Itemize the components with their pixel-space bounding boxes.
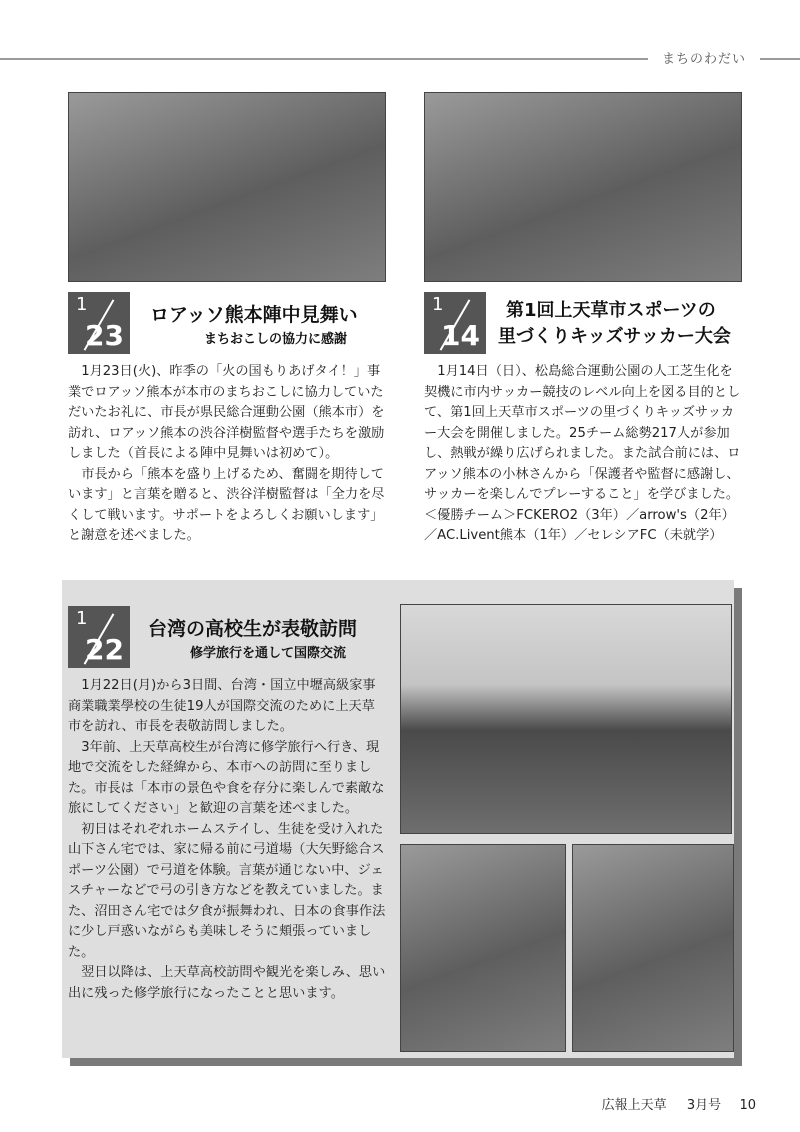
publication-name: 広報上天草 <box>601 1098 667 1113</box>
paragraph: 初日はそれぞれホームステイし、生徒を受け入れた山下さん宅では、家に帰る前に弓道場（大矢野総合スポーツ公園）で弓道を体験。言葉が通じない中、ジェスチャーなどで弓の引き方などを教えていました。また、沼田さん宅では夕食が振舞われ、日本の食事作法に少し戸惑いながらも美味しそうに頬張っていました。 <box>68 821 386 960</box>
section-label: まちのわだい <box>648 48 760 67</box>
paragraph: 1月23日(火)、昨季の「火の国もりあげタイ！」事業でロアッソ熊本が本市のまちおこしに協力していただいたお礼に、市長が県民総合運動公園（熊本市）を訪れ、ロアッソ熊本の渋谷洋樹監督や選手たちを激励しました（首長による陣中見舞いは初めて）。 <box>68 364 385 461</box>
article-body <box>424 362 742 547</box>
article-title: 台湾の高校生が表敬訪問 <box>148 618 358 640</box>
winners-line: ／AC.Livent熊本（1年）／セレシアFC（未就学） <box>424 528 723 543</box>
paragraph: 1月22日(月)から3日間、台湾・国立中壢高級家事商業職業學校の生徒19人が国際交流のために上天草市を訪れ、市長を表敬訪問しました。 <box>68 678 376 734</box>
footer <box>602 1094 756 1113</box>
date-day: 22 <box>85 633 124 666</box>
winners-line: ＜優勝チーム＞FCKERO2（3年）／arrow's（2年） <box>424 507 735 523</box>
paragraph: 1月14日（日）、松島総合運動公園の人工芝生化を契機に市内サッカー競技のレベル向上を図る目的として、第1回上天草市スポーツの里づくりキッズサッカー大会を開催しました。25チーム総勢217人が参加し、熱戦が繰り広げられました。また試合前には、ロアッソ熊本の小林さんから「保護者や監督に感謝し、サッカーを楽しんでプレーすること」を学びました。 <box>424 364 741 502</box>
article-title: ロアッソ熊本陣中見舞い <box>150 304 358 326</box>
date-badge-jan-14 <box>424 292 486 354</box>
photo-archery <box>400 844 566 1052</box>
article-title-line-1: 第1回上天草市スポーツの <box>506 300 716 321</box>
date-month: 1 <box>76 608 88 629</box>
date-badge-jan-22 <box>68 606 130 668</box>
article-title-line-2: 里づくりキッズサッカー大会 <box>498 326 731 347</box>
paragraph: 3年前、上天草高校生が台湾に修学旅行へ行き、現地で交流をした経緯から、本市への訪問に至りました。市長は「本市の景色や食を存分に楽しんで素敵な旅にしてください」と歓迎の言葉を述べました。 <box>68 739 385 816</box>
date-month: 1 <box>432 294 444 315</box>
date-badge-jan-23 <box>68 292 130 354</box>
article-subtitle: 修学旅行を通して国際交流 <box>190 646 347 661</box>
page-number: 10 <box>739 1098 756 1113</box>
article-subtitle: まちおこしの協力に感謝 <box>204 332 348 347</box>
article-body <box>68 362 386 547</box>
date-day: 14 <box>441 319 480 352</box>
photo-dinner <box>572 844 734 1052</box>
article-body <box>68 676 388 1004</box>
date-month: 1 <box>76 294 88 315</box>
photo-group-visit <box>400 604 732 834</box>
issue-label: 3月号 <box>686 1098 722 1113</box>
photo-team-visit <box>68 92 386 282</box>
date-day: 23 <box>85 319 124 352</box>
paragraph: 翌日以降は、上天草高校訪問や観光を楽しみ、思い出に残った修学旅行になったことと思います。 <box>68 965 386 1001</box>
paragraph: 市長から「熊本を盛り上げるため、奮闘を期待しています」と言葉を贈ると、渋谷洋樹監督は「全力を尽くして戦います。サポートをよろしくお願いします」と謝意を述べました。 <box>68 466 385 543</box>
photo-kids-soccer <box>424 92 742 282</box>
